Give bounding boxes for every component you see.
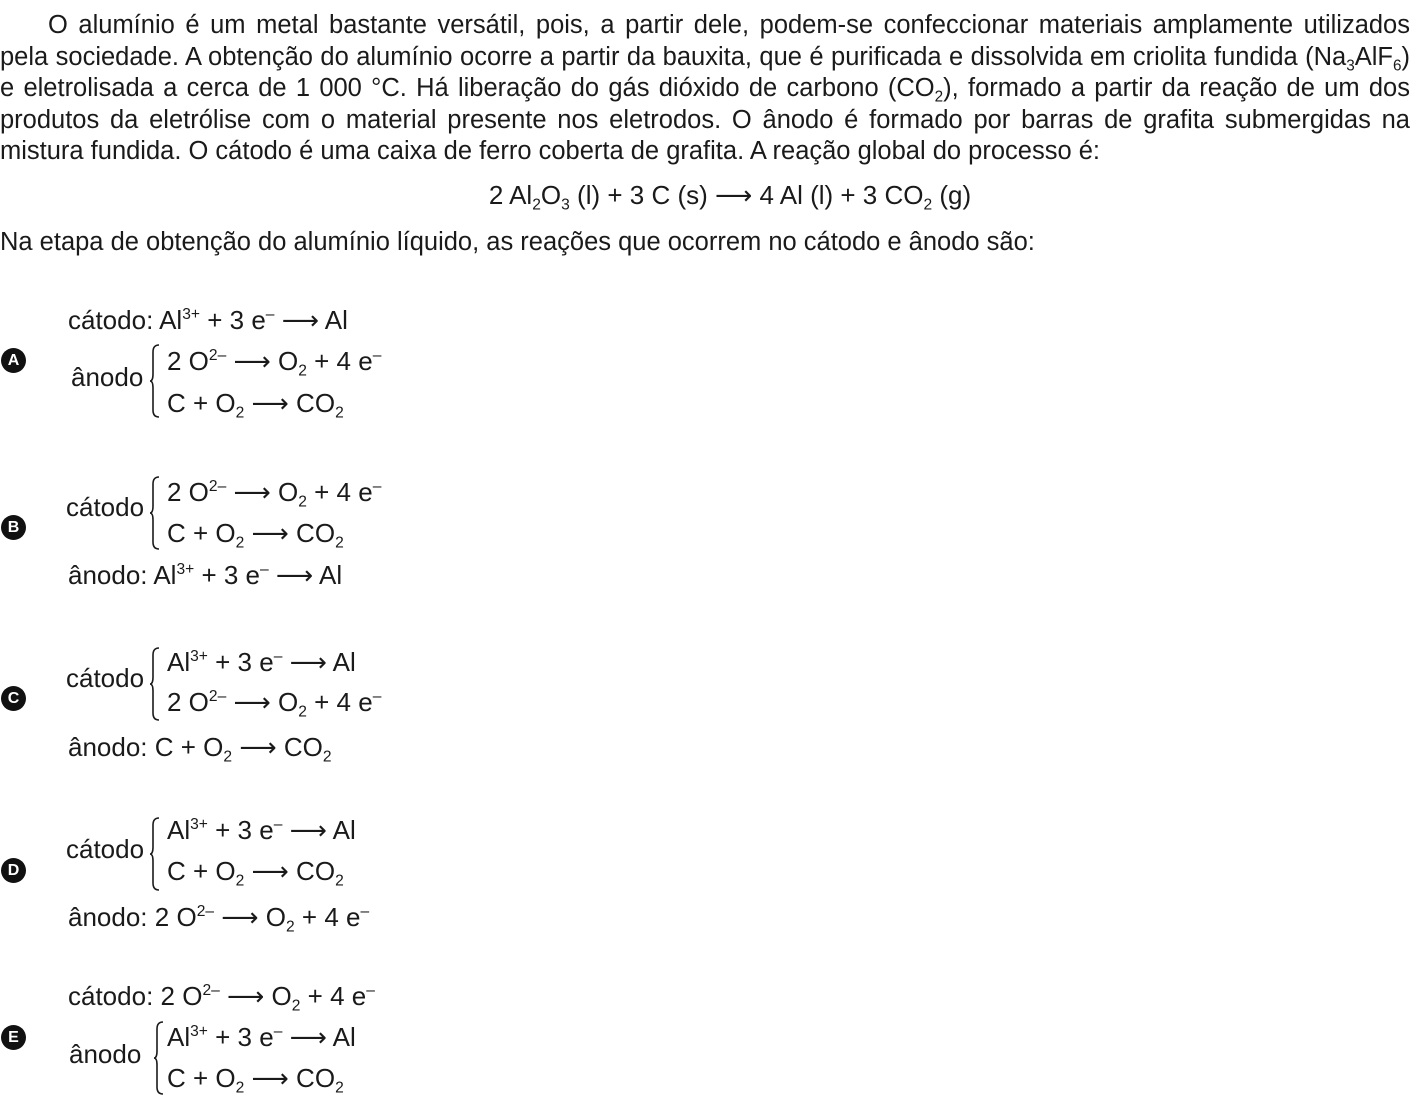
- left-brace: [149, 476, 160, 550]
- catodo-reaction-2: [167, 854, 344, 888]
- aluminum-reduction: $Al^{3+} + 3$ e– ⟶ Al: [159, 305, 348, 335]
- anodo-label: ânodo: [71, 362, 144, 392]
- catodo-reaction: cátodo: $Al^{3+} + 3$ e– ⟶ Al: [68, 305, 348, 335]
- anodo-reaction-2: [167, 1061, 344, 1095]
- carbon-combustion: $C + O_2$ ⟶ $CO_2$: [167, 388, 344, 422]
- oxide-oxidation: 2 $O^{2-}$ ⟶ $O_2 + 4$ e–: [167, 687, 382, 721]
- carbon-combustion: $C + O_2$ ⟶ $CO_2$: [167, 856, 344, 890]
- anodo-reaction-2: [167, 386, 344, 420]
- anodo-reaction-1: [167, 344, 381, 378]
- oxide-oxidation: 2 $O^{2-}$ ⟶ $O_2 + 4$ e–: [154, 902, 370, 936]
- oxide-oxidation: 2 $O^{2-}$ ⟶ $O_2 + 4$ e–: [167, 477, 382, 511]
- intro-paragraph: O alumínio é um metal bastante versátil, pois, a partir dele, podem-se confeccionar materiais amplamente utilizados pela sociedade. A obtenção do alumínio ocorre a partir da bauxita, que é purificada e dissolvida em criolita fundida $(Na_3AlF_6)$ e eletrolisada a cerca de 1 000 °C. Há liberação do gás dióxido de carbono $(CO_2)$, formado a partir da reação de um dos produtos da eletrólise com o material presente nos eletrodos. O ânodo é formado por barras de grafita submergidas na mistura fundida. O cátodo é uma caixa de ferro coberta de grafita. A reação global do processo é:: [0, 11, 1410, 165]
- aluminum-reduction: $Al^{3+} + 3$ e– ⟶ Al: [153, 560, 343, 590]
- left-brace: [149, 647, 160, 721]
- catodo-reaction-2: [167, 516, 344, 550]
- global-equation: 2 $Al_2O_3$ (l) + 3 C (s) ⟶ 4 Al (l) + 3 $CO_2$ (g): [488, 180, 972, 214]
- catodo-label: cátodo: [66, 663, 145, 693]
- carbon-combustion: $C + O_2$ ⟶ $CO_2$: [154, 732, 332, 766]
- anodo-label: ânodo: [69, 1039, 142, 1069]
- catodo-label: cátodo: [66, 834, 145, 864]
- catodo-reaction-2: [167, 685, 381, 719]
- option-letter-badge[interactable]: C: [1, 686, 26, 711]
- option-letter-badge[interactable]: E: [1, 1025, 26, 1050]
- catodo-reaction-1: [167, 475, 381, 509]
- anodo-reaction: ânodo: $C + O_2$ ⟶ $CO_2$: [68, 732, 332, 766]
- oxide-oxidation: 2 $O^{2-}$ ⟶ $O_2 + 4$ e–: [160, 981, 375, 1015]
- anodo-reaction-1: [167, 1020, 356, 1054]
- option-letter-badge[interactable]: B: [1, 515, 26, 540]
- left-brace: [149, 344, 160, 418]
- carbon-combustion: $C + O_2$ ⟶ $CO_2$: [167, 518, 344, 552]
- oxide-oxidation: 2 $O^{2-}$ ⟶ $O_2 + 4$ e–: [167, 346, 382, 380]
- aluminum-reduction: $Al^{3+} + 3$ e– ⟶ Al: [167, 815, 356, 845]
- catodo-reaction: cátodo: 2 $O^{2-}$ ⟶ $O_2 + 4$ e–: [68, 981, 375, 1015]
- catodo-label: cátodo: [66, 492, 145, 522]
- carbon-combustion: $C + O_2$ ⟶ $CO_2$: [167, 1063, 344, 1097]
- anodo-reaction: ânodo: 2 $O^{2-}$ ⟶ $O_2 + 4$ e–: [68, 902, 370, 936]
- anodo-reaction: ânodo: $Al^{3+} + 3$ e– ⟶ Al: [68, 560, 343, 590]
- question-stem: Na etapa de obtenção do alumínio líquido, as reações que ocorrem no cátodo e ânodo são:: [0, 228, 1035, 256]
- aluminum-reduction: $Al^{3+} + 3$ e– ⟶ Al: [167, 647, 356, 677]
- option-letter-badge[interactable]: D: [1, 858, 26, 883]
- option-letter-badge[interactable]: A: [1, 348, 26, 373]
- catodo-reaction-1: [167, 813, 356, 847]
- aluminum-reduction: $Al^{3+} + 3$ e– ⟶ Al: [167, 1022, 356, 1052]
- left-brace: [153, 1021, 164, 1095]
- left-brace: [149, 817, 160, 891]
- catodo-reaction-1: [167, 645, 356, 679]
